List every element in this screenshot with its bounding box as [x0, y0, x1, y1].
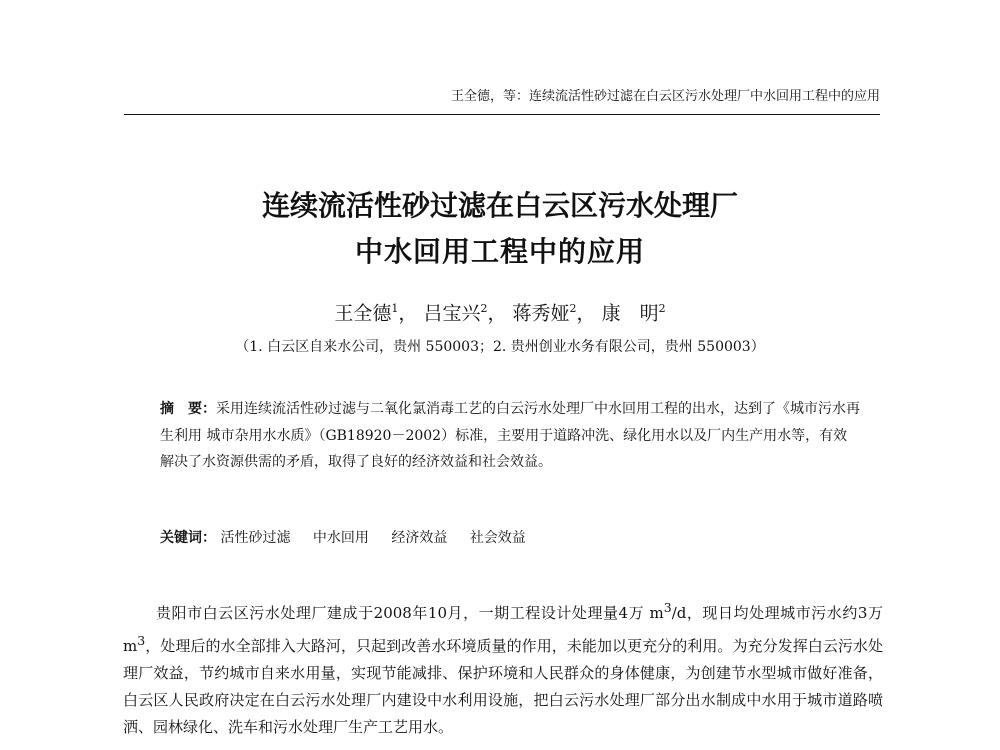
author-affiliation-mark: 2 — [569, 302, 577, 315]
author-affiliation-mark: 2 — [658, 302, 666, 315]
keyword: 活性砂过滤 — [220, 530, 291, 546]
author-name: 王全德 — [334, 302, 392, 325]
author-list — [120, 296, 880, 326]
author-affiliation-mark: 2 — [480, 302, 488, 315]
keywords-label: 关键词： — [160, 530, 216, 546]
author-separator: ， — [576, 302, 596, 325]
keywords — [160, 526, 860, 550]
body-text-part: /d，现日均处理城市污水约3万 m — [123, 604, 883, 655]
abstract-text: 采用连续流活性砂过滤与二氧化氯消毒工艺的白云污水处理厂中水回用工程的出水，达到了《城市污水再生利用 城市杂用水水质》（GB18920－2002）标准，主要用于道路冲洗、绿化用水以及厂内生产用水等，有效解决了水资源供需的矛盾，取得了良好的经济效益和社会效益。 — [160, 401, 860, 470]
keyword: 社会效益 — [469, 530, 526, 546]
author-separator: ， — [398, 302, 418, 325]
keyword: 中水回用 — [312, 530, 369, 546]
author-name: 康 明 — [601, 302, 659, 325]
keyword: 经济效益 — [391, 530, 448, 546]
author-affiliation-mark: 1 — [391, 302, 399, 315]
header-rule — [124, 114, 880, 115]
body-text-part: 贵阳市白云区污水处理厂建成于2008年10月，一期工程设计处理量4万 m — [156, 604, 664, 622]
article-title-line-2: 中水回用工程中的应用 — [354, 235, 645, 268]
body-paragraph — [123, 594, 883, 741]
affiliations: （1. 白云区自来水公司，贵州 550003；2. 贵州创业水务有限公司，贵州 550003） — [235, 339, 765, 355]
abstract — [160, 396, 860, 476]
unit-superscript: 3 — [137, 633, 146, 648]
unit-superscript: 3 — [663, 600, 672, 615]
article-title-line-1: 连续流活性砂过滤在白云区污水处理厂 — [261, 189, 738, 222]
running-header: 王全德，等：连续流活性砂过滤在白云区污水处理厂中水回用工程中的应用 — [450, 89, 880, 104]
body-text-part: ，处理后的水全部排入大路河，只起到改善水环境质量的作用，未能加以更充分的利用。为充分发挥白云污水处理厂效益，节约城市自来水用量，实现节能减排、保护环境和人民群众的身体健康，为创建节水型城市做好准备，白云区人民政府决定在白云污水处理厂内建设中水利用设施，把白云污水处理厂部分出水制成中水用于城市道路喷洒、园林绿化、洗车和污水处理厂生产工艺用水。 — [123, 637, 883, 736]
author-name: 吕宝兴 — [423, 302, 481, 325]
author-name: 蒋秀娅 — [512, 302, 570, 325]
abstract-label: 摘 要： — [160, 401, 216, 417]
author-separator: ， — [487, 302, 507, 325]
